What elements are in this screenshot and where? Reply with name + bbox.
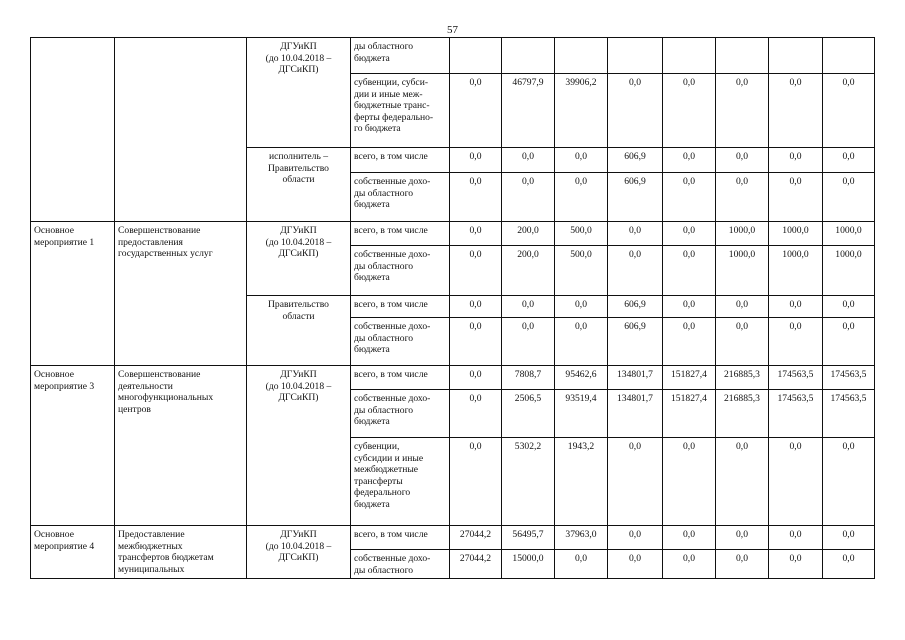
value-cell: 0,0 <box>823 550 875 579</box>
value-cell: 1000,0 <box>823 222 875 246</box>
value-cell <box>769 38 823 74</box>
value-cell: 1000,0 <box>716 246 769 296</box>
funding-source-cell: собственные дохо- ды областного бюджета <box>351 246 450 296</box>
funding-source-cell: всего, в том числе <box>351 526 450 550</box>
executor-cell: ДГУиКП (до 10.04.2018 – ДГСиКП) <box>247 366 351 526</box>
table-row <box>31 526 875 550</box>
value-cell: 93519,4 <box>555 390 608 438</box>
value-cell: 0,0 <box>716 550 769 579</box>
value-cell: 39906,2 <box>555 74 608 148</box>
measure-description-cell: Совершенствование деятельности многофункциональных центров <box>115 366 247 526</box>
value-cell: 1943,2 <box>555 438 608 526</box>
value-cell: 1000,0 <box>823 246 875 296</box>
value-cell: 0,0 <box>716 318 769 366</box>
measure-name-cell <box>31 38 115 222</box>
value-cell: 0,0 <box>555 173 608 222</box>
value-cell: 0,0 <box>769 173 823 222</box>
funding-source-cell: собственные дохо- ды областного бюджета <box>351 173 450 222</box>
funding-source-cell: собственные дохо- ды областного бюджета <box>351 390 450 438</box>
value-cell: 0,0 <box>608 526 663 550</box>
executor-cell: Правительство области <box>247 296 351 366</box>
measure-description-cell <box>115 38 247 222</box>
value-cell: 0,0 <box>663 296 716 318</box>
table-row <box>31 38 875 74</box>
value-cell: 174563,5 <box>769 390 823 438</box>
value-cell: 1000,0 <box>769 222 823 246</box>
funding-source-cell: всего, в том числе <box>351 366 450 390</box>
funding-source-cell: собственные дохо- ды областного бюджета <box>351 318 450 366</box>
value-cell: 0,0 <box>663 246 716 296</box>
value-cell: 0,0 <box>823 318 875 366</box>
value-cell: 0,0 <box>823 296 875 318</box>
value-cell: 0,0 <box>769 550 823 579</box>
executor-cell: ДГУиКП (до 10.04.2018 – ДГСиКП) <box>247 38 351 148</box>
value-cell: 0,0 <box>663 74 716 148</box>
value-cell: 2506,5 <box>502 390 555 438</box>
value-cell: 174563,5 <box>823 390 875 438</box>
value-cell <box>823 38 875 74</box>
measure-name-cell: Основное мероприятие 4 <box>31 526 115 579</box>
value-cell: 0,0 <box>663 526 716 550</box>
value-cell: 0,0 <box>769 296 823 318</box>
value-cell: 0,0 <box>663 148 716 173</box>
table-row <box>31 366 875 390</box>
value-cell: 216885,3 <box>716 366 769 390</box>
value-cell: 0,0 <box>769 526 823 550</box>
value-cell: 46797,9 <box>502 74 555 148</box>
value-cell: 0,0 <box>502 318 555 366</box>
value-cell: 174563,5 <box>823 366 875 390</box>
value-cell <box>716 38 769 74</box>
measure-name-cell: Основное мероприятие 1 <box>31 222 115 366</box>
funding-source-cell: всего, в том числе <box>351 222 450 246</box>
value-cell <box>608 38 663 74</box>
value-cell: 0,0 <box>555 296 608 318</box>
value-cell: 0,0 <box>450 390 502 438</box>
value-cell: 0,0 <box>608 550 663 579</box>
value-cell: 606,9 <box>608 296 663 318</box>
value-cell: 0,0 <box>608 246 663 296</box>
value-cell: 0,0 <box>716 296 769 318</box>
value-cell: 27044,2 <box>450 526 502 550</box>
value-cell: 0,0 <box>450 173 502 222</box>
value-cell: 0,0 <box>608 74 663 148</box>
executor-cell: исполнитель – Правительство области <box>247 148 351 222</box>
value-cell <box>555 38 608 74</box>
measure-description-cell: Совершенствование предоставления государственных услуг <box>115 222 247 366</box>
value-cell: 0,0 <box>769 438 823 526</box>
value-cell: 1000,0 <box>716 222 769 246</box>
value-cell: 134801,7 <box>608 390 663 438</box>
value-cell: 15000,0 <box>502 550 555 579</box>
value-cell: 0,0 <box>716 438 769 526</box>
value-cell: 7808,7 <box>502 366 555 390</box>
value-cell: 0,0 <box>823 526 875 550</box>
value-cell: 0,0 <box>716 173 769 222</box>
value-cell: 56495,7 <box>502 526 555 550</box>
value-cell: 0,0 <box>769 148 823 173</box>
value-cell: 0,0 <box>663 550 716 579</box>
value-cell: 0,0 <box>823 173 875 222</box>
value-cell: 27044,2 <box>450 550 502 579</box>
funding-source-cell: всего, в том числе <box>351 148 450 173</box>
value-cell: 134801,7 <box>608 366 663 390</box>
value-cell: 0,0 <box>450 222 502 246</box>
value-cell: 0,0 <box>716 526 769 550</box>
value-cell: 606,9 <box>608 318 663 366</box>
value-cell: 500,0 <box>555 246 608 296</box>
value-cell: 0,0 <box>555 550 608 579</box>
value-cell: 0,0 <box>555 148 608 173</box>
value-cell: 0,0 <box>823 438 875 526</box>
value-cell: 151827,4 <box>663 390 716 438</box>
value-cell: 0,0 <box>608 222 663 246</box>
value-cell: 606,9 <box>608 148 663 173</box>
value-cell: 0,0 <box>502 148 555 173</box>
measure-description-cell: Предоставление межбюджетных трансфертов бюджетам муниципальных <box>115 526 247 579</box>
value-cell <box>450 38 502 74</box>
value-cell: 0,0 <box>450 74 502 148</box>
value-cell: 0,0 <box>823 148 875 173</box>
value-cell <box>663 38 716 74</box>
executor-cell: ДГУиКП (до 10.04.2018 – ДГСиКП) <box>247 222 351 296</box>
value-cell: 0,0 <box>450 296 502 318</box>
value-cell: 0,0 <box>450 246 502 296</box>
value-cell: 0,0 <box>450 318 502 366</box>
value-cell: 0,0 <box>663 173 716 222</box>
value-cell: 0,0 <box>663 438 716 526</box>
value-cell: 0,0 <box>502 173 555 222</box>
value-cell: 0,0 <box>450 438 502 526</box>
budget-table <box>30 37 875 579</box>
value-cell: 1000,0 <box>769 246 823 296</box>
value-cell: 0,0 <box>823 74 875 148</box>
value-cell: 0,0 <box>716 148 769 173</box>
value-cell: 0,0 <box>716 74 769 148</box>
funding-source-cell: собственные дохо- ды областного <box>351 550 450 579</box>
value-cell: 0,0 <box>450 366 502 390</box>
value-cell: 200,0 <box>502 222 555 246</box>
funding-source-cell: субвенции, субсидии и иные межбюджетные трансферты федерального бюджета <box>351 438 450 526</box>
value-cell: 200,0 <box>502 246 555 296</box>
value-cell: 95462,6 <box>555 366 608 390</box>
value-cell: 216885,3 <box>716 390 769 438</box>
value-cell: 151827,4 <box>663 366 716 390</box>
value-cell: 0,0 <box>502 296 555 318</box>
value-cell: 0,0 <box>663 222 716 246</box>
funding-source-cell: всего, в том числе <box>351 296 450 318</box>
value-cell: 5302,2 <box>502 438 555 526</box>
value-cell: 606,9 <box>608 173 663 222</box>
value-cell: 0,0 <box>608 438 663 526</box>
measure-name-cell: Основное мероприятие 3 <box>31 366 115 526</box>
value-cell: 0,0 <box>769 318 823 366</box>
executor-cell: ДГУиКП (до 10.04.2018 – ДГСиКП) <box>247 526 351 579</box>
value-cell: 37963,0 <box>555 526 608 550</box>
value-cell: 0,0 <box>450 148 502 173</box>
value-cell: 0,0 <box>555 318 608 366</box>
value-cell: 0,0 <box>663 318 716 366</box>
value-cell <box>502 38 555 74</box>
value-cell: 174563,5 <box>769 366 823 390</box>
value-cell: 500,0 <box>555 222 608 246</box>
value-cell: 0,0 <box>769 74 823 148</box>
funding-source-cell: ды областного бюджета <box>351 38 450 74</box>
table-row <box>31 222 875 246</box>
funding-source-cell: субвенции, субси- дии и иные меж- бюджетные транс- ферты федерально- го бюджета <box>351 74 450 148</box>
page-number: 57 <box>447 24 458 36</box>
